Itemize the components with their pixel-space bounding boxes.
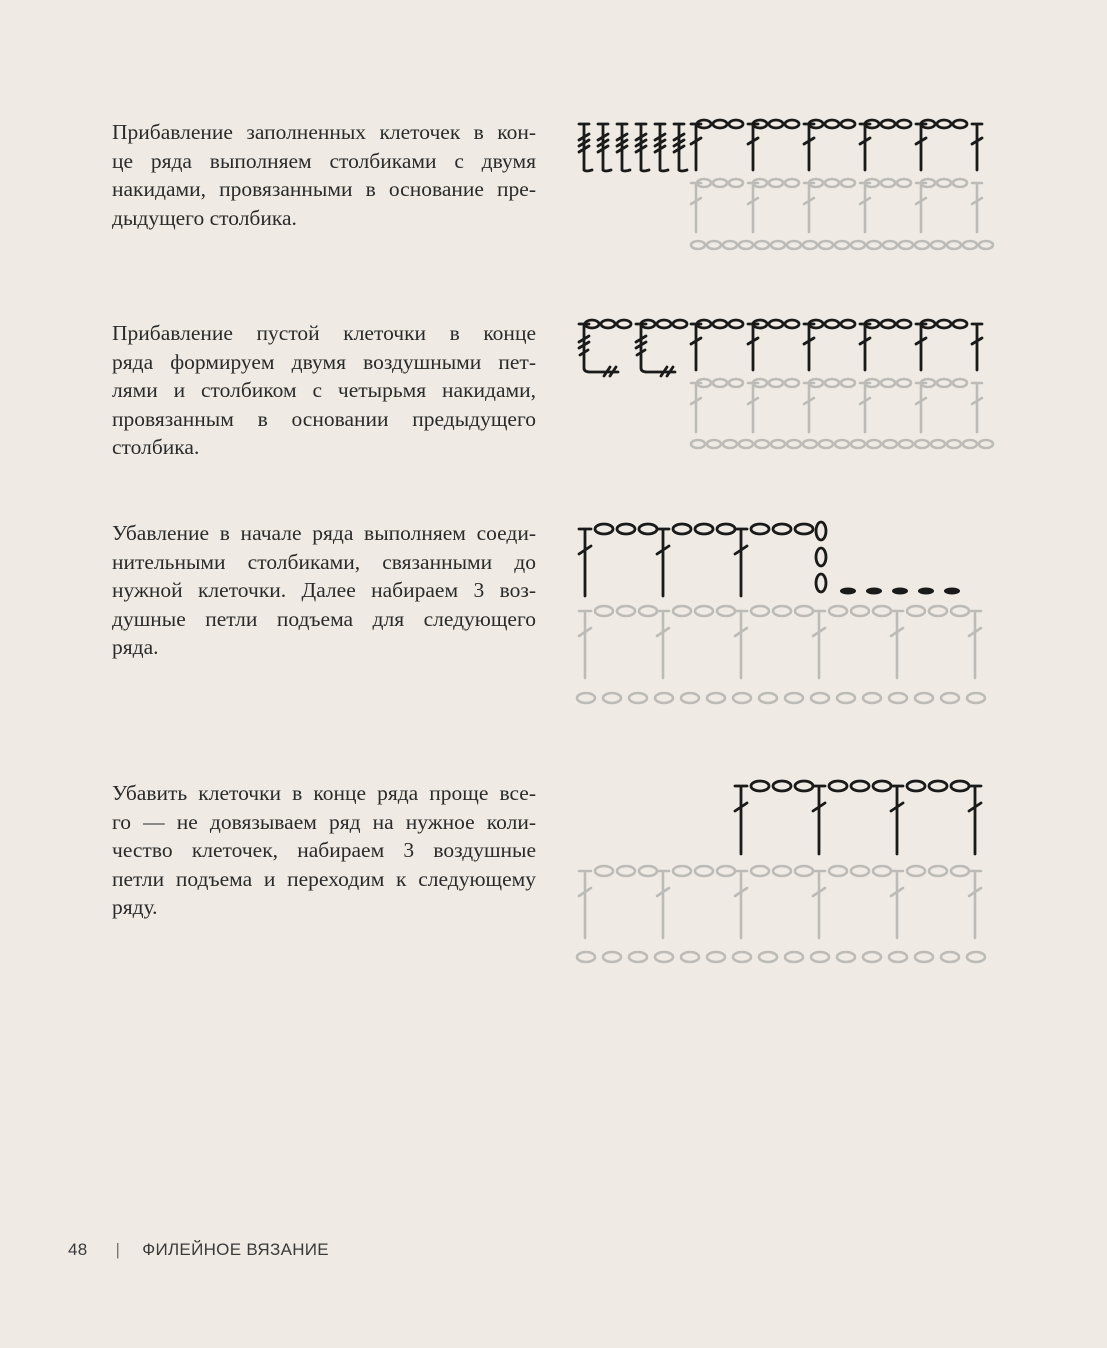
foundation-chain-light (691, 241, 993, 249)
text-line: нужной клеточки. Далее набираем 3 воз- (112, 578, 536, 603)
dc-stitches-dark (579, 529, 747, 596)
turning-chain-vertical (816, 522, 826, 592)
text-line: дыдущего столбика. (112, 205, 297, 230)
text-line: Прибавление пустой клеточки в конце (112, 321, 536, 345)
text-line: го — не довязываем ряд на нужное коли- (112, 809, 536, 834)
chain-row-dark (751, 781, 969, 791)
chain-row-dark (595, 524, 813, 534)
crochet-chart-decrease-end (570, 772, 1000, 972)
foundation-chain-light (577, 693, 985, 703)
dc-stitches-light (691, 183, 982, 232)
text-line: ряда формируем двумя воздушными пет- (112, 349, 536, 374)
increase-double-treble-stitches (579, 124, 687, 171)
foundation-chain-light (577, 952, 985, 962)
dc-stitches-light (691, 383, 982, 432)
section-title: ФИЛЕЙНОЕ ВЯЗАНИЕ (142, 1240, 329, 1259)
slip-stitches (840, 588, 960, 595)
paragraph-increase-empty (112, 319, 536, 462)
text-line: ряда. (112, 635, 159, 660)
dc-stitches-dark (735, 786, 981, 854)
text-line: Убавить клеточки в конце ряда проще все- (112, 781, 536, 805)
text-line: накидами, провязанными в основание пре- (112, 177, 536, 202)
dc-stitches-light (579, 871, 981, 938)
text-line: провязанным в основании предыдущего (112, 406, 536, 431)
dc-stitches-dark (691, 324, 982, 370)
text-line: це ряда выполняем столбиками с двумя (112, 148, 536, 173)
quadruple-treble-stitches (579, 324, 675, 376)
page-number: 48 (68, 1240, 88, 1259)
text-line: ряду. (112, 895, 158, 920)
text-line: Убавление в начале ряда выполняем соеди- (112, 521, 536, 545)
crochet-chart-increase-filled (570, 112, 1000, 262)
paragraph-decrease-end (112, 779, 536, 922)
text-line: лями и столбиком с четырьмя накидами, (112, 378, 536, 403)
text-line: чество клеточек, набираем 3 воздушные (112, 838, 536, 863)
crochet-chart-increase-empty (570, 312, 1000, 462)
dc-stitches-light (579, 611, 981, 678)
footer-separator: | (115, 1240, 121, 1259)
dc-stitches-dark (691, 124, 982, 170)
foundation-chain-light (691, 440, 993, 448)
text-line: нительными столбиками, связанными до (112, 549, 536, 574)
crochet-chart-decrease-start (570, 512, 1000, 712)
text-line: Прибавление заполненных клеточек в кон- (112, 120, 536, 144)
chain-row-light (595, 606, 969, 616)
paragraph-decrease-start (112, 519, 536, 662)
text-line: столбика. (112, 435, 200, 460)
text-line: петли подъема и переходим к следующему (112, 866, 536, 891)
page-footer (68, 1240, 329, 1260)
text-line: душные петли подъема для следующего (112, 606, 536, 631)
paragraph-increase-filled (112, 118, 536, 232)
chain-row-light (595, 866, 969, 876)
